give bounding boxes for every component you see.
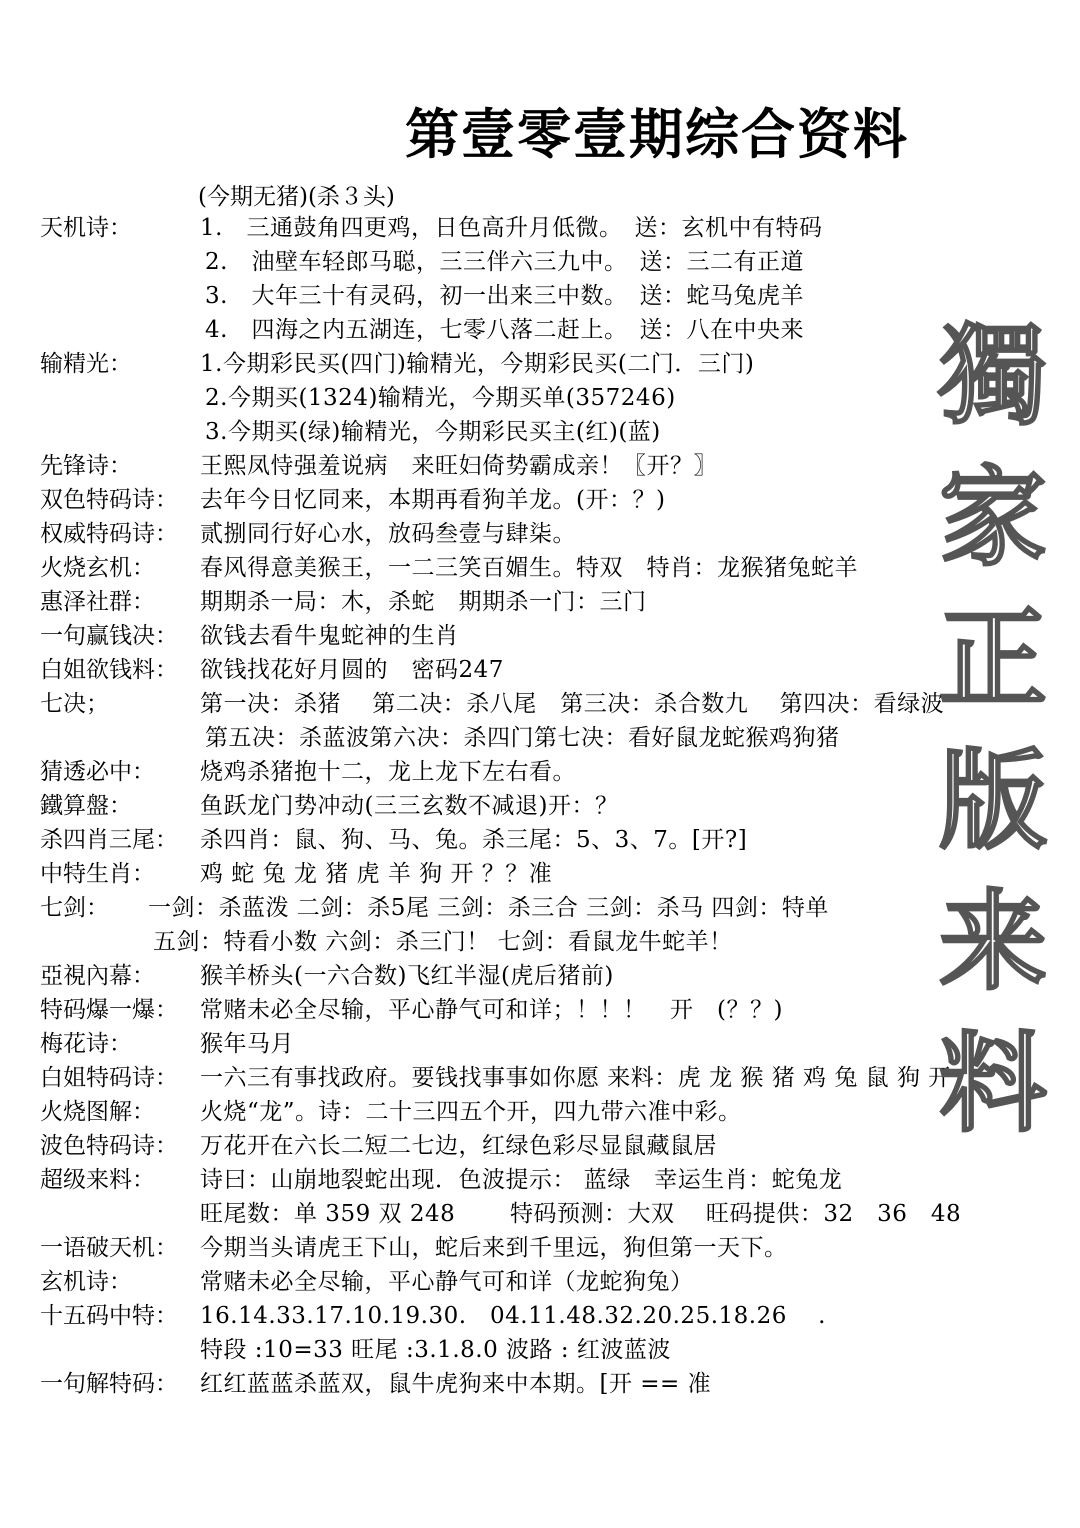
row-text: 2. 油壁车轻郎马聪，三三伴六三九中。 送：三二有正道: [205, 249, 804, 275]
row-text: 红红蓝蓝杀蓝双，鼠牛虎狗来中本期。[开 == 准: [200, 1371, 712, 1397]
row-text: 五剑：特看小数 六剑：杀三门！ 七剑：看鼠龙牛蛇羊！: [153, 929, 733, 955]
row-label: 白姐欲钱料：: [40, 657, 178, 683]
row-label: 火烧图解：: [40, 1099, 155, 1125]
row-text: 王熙凤恃强羞说病 来旺妇倚势霸成亲！〖开？〗: [200, 453, 717, 479]
watermark-char: 料: [938, 1020, 1047, 1147]
row-text: 贰捌同行好心水，放码叁壹与肆柒。: [200, 521, 576, 547]
row-text: 春风得意美猴王，一二三笑百媚生。特双 特肖：龙猴猪兔蛇羊: [200, 555, 858, 581]
row-text: 特段 :10=33 旺尾 :3.1.8.0 波路 : 红波蓝波: [200, 1337, 671, 1363]
row-label: 中特生肖：: [40, 861, 155, 887]
row-label: 一句赢钱决：: [40, 623, 178, 649]
watermark-stamp: [918, 313, 1068, 1147]
row-text: 旺尾数：单 359 双 248 特码预测：大双 旺码提供：32 36 48: [200, 1201, 962, 1227]
row-label: 权威特码诗：: [40, 521, 178, 547]
row-text: 欲钱找花好月圆的 密码247: [200, 657, 504, 683]
watermark-char: 家: [938, 454, 1047, 581]
row-text: 常赌未必全尽输，平心静气可和详；！！！ 开 (？？): [200, 997, 783, 1023]
row-label: 一句解特码：: [40, 1371, 178, 1397]
row-text: 第一决：杀猪 第二决：杀八尾 第三决：杀合数九 第四决：看绿波: [200, 691, 945, 717]
row-text: 火烧“龙”。诗：二十三四五个开，四九带六准中彩。: [200, 1099, 742, 1125]
row-label: 鐵算盤：: [40, 793, 132, 819]
watermark-char: 正: [938, 596, 1047, 723]
row-label: 波色特码诗：: [40, 1133, 178, 1159]
row-label: 七决；: [40, 691, 109, 717]
row-text: 第五决：杀蓝波第六决：杀四门第七决：看好鼠龙蛇猴鸡狗猪: [205, 725, 840, 751]
row-text: 烧鸡杀猪抱十二，龙上龙下左右看。: [200, 759, 576, 785]
row-text: 猴年马月: [200, 1031, 294, 1057]
row-text: 今期当头请虎王下山，蛇后来到千里远，狗但第一天下。: [200, 1235, 788, 1261]
row-text: 诗曰：山崩地裂蛇出现．色波提示： 蓝绿 幸运生肖：蛇兔龙: [200, 1167, 843, 1193]
row-text: 3.今期买(绿)输精光，今期彩民买主(红)(蓝): [205, 419, 661, 445]
row-text: 1. 三通鼓角四更鸡，日色高升月低微。 送：玄机中有特码: [200, 215, 823, 241]
row-label: 十五码中特：: [40, 1303, 178, 1329]
row-text: 16.14.33.17.10.19.30. 04.11.48.32.20.25.18.26 .: [200, 1303, 826, 1329]
row-label: 猜透必中：: [40, 759, 155, 785]
row-label: 火烧玄机：: [40, 555, 155, 581]
row-label: 输精光：: [40, 351, 132, 377]
row-text: 1.今期彩民买(四门)输精光，今期彩民买(二门．三门): [200, 351, 755, 377]
row-label: 惠泽社群：: [40, 589, 155, 615]
row-text: 鱼跃龙门势冲动(三三玄数不减退)开：？: [200, 793, 619, 819]
row-text: 4. 四海之内五湖连，七零八落二赶上。 送：八在中央来: [205, 317, 804, 343]
row-label: 特码爆一爆：: [40, 997, 178, 1023]
row-label: 白姐特码诗：: [40, 1065, 178, 1091]
row-text: 万花开在六长二短二七边，红绿色彩尽显鼠藏鼠居: [200, 1133, 717, 1159]
row-text: 鸡 蛇 兔 龙 猪 虎 羊 狗 开 ？？准: [200, 861, 553, 887]
watermark-char: 版: [938, 737, 1047, 864]
row-text: 欲钱去看牛鬼蛇神的生肖: [200, 623, 459, 649]
row-text: 常赌未必全尽输，平心静气可和详（龙蛇狗兔）: [200, 1269, 694, 1295]
row-text: 杀四肖：鼠、狗、马、兔。杀三尾：5、3、7。[开?]: [200, 827, 748, 853]
row-label: 天机诗：: [40, 215, 132, 241]
row-text: 3. 大年三十有灵码，初一出来三中数。 送：蛇马兔虎羊: [205, 283, 804, 309]
row-text: 去年今日忆同来，本期再看狗羊龙。(开：？): [200, 487, 666, 513]
watermark-char: 来: [938, 879, 1047, 1006]
row-text: 一六三有事找政府。要钱找事事如你愿 来料：虎 龙 猴 猪 鸡 兔 鼠 狗 开: [200, 1065, 952, 1091]
row-text: 猴羊桥头(一六合数)飞红半湿(虎后猪前): [200, 963, 614, 989]
row-label: 亞視內幕：: [40, 963, 155, 989]
row-text: 2.今期买(1324)输精光，今期买单(357246): [205, 385, 676, 411]
row-label: 先锋诗：: [40, 453, 132, 479]
row-label: 超级来料：: [40, 1167, 155, 1193]
subtitle: (今期无猪)(杀３头): [198, 184, 395, 210]
row-text: 期期杀一局：木，杀蛇 期期杀一门：三门: [200, 589, 647, 615]
row-label: 梅花诗：: [40, 1031, 132, 1057]
watermark-char: 獨: [938, 313, 1047, 439]
row-label: 七剑：: [40, 895, 109, 921]
row-text: 一剑：杀蓝泼 二剑：杀5尾 三剑：杀三合 三剑：杀马 四剑：特单: [148, 895, 829, 921]
page-title: 第壹零壹期综合资料: [405, 103, 909, 166]
row-label: 双色特码诗：: [40, 487, 178, 513]
row-label: 玄机诗：: [40, 1269, 132, 1295]
row-label: 一语破天机：: [40, 1235, 178, 1261]
row-label: 杀四肖三尾：: [40, 827, 178, 853]
